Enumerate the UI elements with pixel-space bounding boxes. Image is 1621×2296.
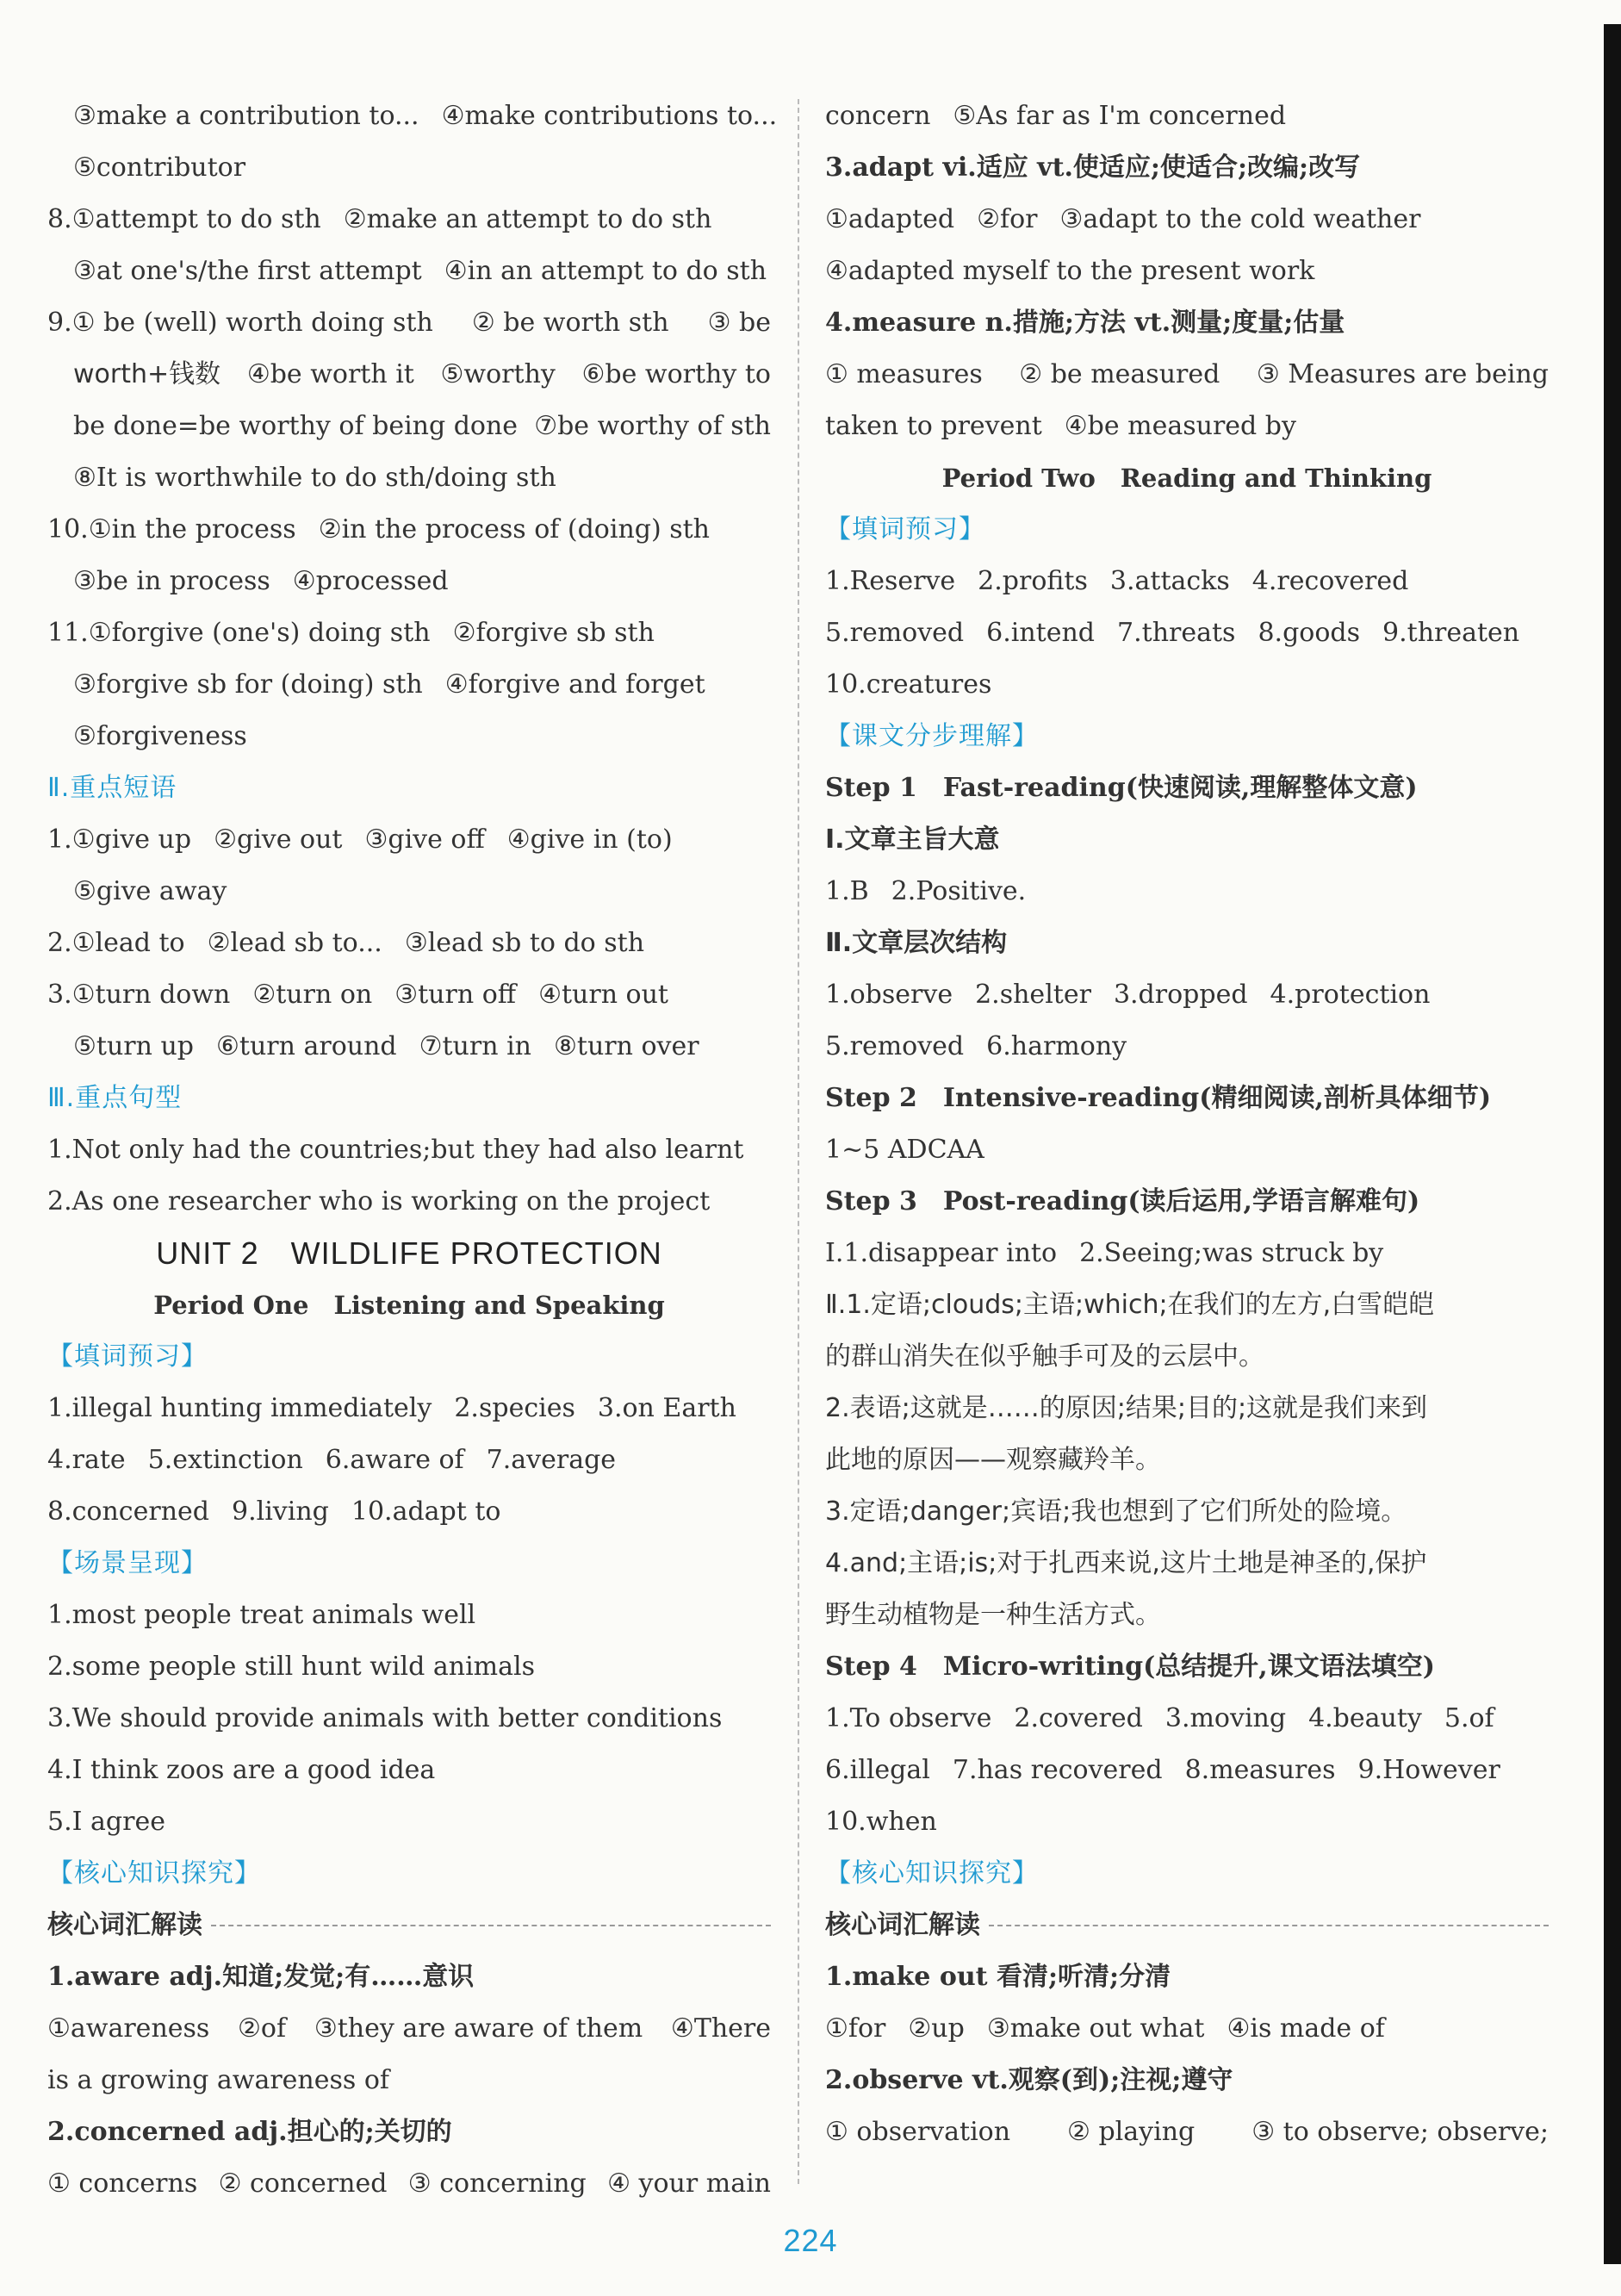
subsection-heading: 核心词汇解读 [825, 1900, 1549, 1951]
answer-line: ③make a contribution to... ④make contributions to... [73, 101, 778, 131]
answer-line: concern ⑤As far as I'm concerned [825, 101, 1287, 131]
step-heading: Step 4 Micro-writing(总结提升,课文语法填空) [825, 1652, 1435, 1682]
answer-line: ④adapted myself to the present work [825, 256, 1315, 286]
answer-line: 1.To observe 2.covered 3.moving 4.beauty 5.of [825, 1703, 1494, 1733]
right-column [825, 90, 1549, 2201]
answer-line: 4.I think zoos are a good idea [47, 1755, 436, 1785]
answer-line: ①adapted ②for ③adapt to the cold weather [825, 204, 1421, 234]
section-heading: Ⅲ.重点句型 [47, 1083, 183, 1113]
answer-line: 3.定语;danger;宾语;我也想到了它们所处的险境。 [825, 1496, 1407, 1527]
answer-line: ③forgive sb for (doing) sth ④forgive and forget [73, 669, 705, 700]
answer-line: 10.when [825, 1807, 937, 1837]
subsection-heading: 核心词汇解读 [47, 1900, 771, 1951]
answer-line: 4.and;主语;is;对于扎西来说,这片土地是神圣的,保护 [825, 1548, 1427, 1578]
answer-line: 1.most people treat animals well [47, 1600, 476, 1630]
column-divider [798, 99, 799, 2184]
answer-line: 1.B 2.Positive. [825, 876, 1027, 906]
answer-line: worth+钱数 ④be worth it ⑤worthy ⑥be worthy to [73, 359, 771, 389]
subsection-heading: Ⅱ.文章层次结构 [825, 928, 1008, 958]
answer-line: ① observation ② playing ③ to observe; observe; [825, 2117, 1549, 2147]
scan-edge-bar [1604, 24, 1621, 2264]
section-heading: 【核心知识探究】 [825, 1858, 1039, 1888]
section-heading: 【课文分步理解】 [825, 721, 1039, 751]
answer-line: Ⅱ.1.定语;clouds;主语;which;在我们的左方,白雪皑皑 [825, 1290, 1435, 1320]
answer-line: 3.We should provide animals with better conditions [47, 1703, 723, 1733]
answer-line: 2.some people still hunt wild animals [47, 1652, 535, 1682]
section-heading: Ⅱ.重点短语 [47, 773, 177, 803]
answer-line: 5.I agree [47, 1807, 165, 1837]
answer-line: ③at one's/the first attempt ④in an attempt to do sth [73, 256, 767, 286]
subsection-heading: Ⅰ.文章主旨大意 [825, 824, 1000, 855]
answer-line: 3.①turn down ②turn on ③turn off ④turn out [47, 980, 668, 1010]
dashed-rule [211, 1925, 771, 1926]
answer-line: ⑤contributor [73, 152, 246, 183]
step-heading: Step 2 Intensive-reading(精细阅读,剖析具体细节) [825, 1083, 1492, 1113]
period-title: Period One Listening and Speaking [153, 1291, 665, 1320]
answer-line: ⑧It is worthwhile to do sth/doing sth [73, 463, 556, 493]
answer-line: ③be in process ④processed [73, 566, 449, 596]
answer-line: 5.removed 6.harmony [825, 1031, 1127, 1061]
period-title: Period Two Reading and Thinking [941, 464, 1432, 493]
answer-line: ⑤turn up ⑥turn around ⑦turn in ⑧turn over [73, 1031, 699, 1061]
answer-line: 1.Not only had the countries;but they had also learnt [47, 1135, 744, 1165]
vocab-heading: 2.concerned adj.担心的;关切的 [47, 2117, 452, 2147]
answer-line: 1~5 ADCAA [825, 1135, 984, 1165]
answer-line: ⑤forgiveness [73, 721, 247, 751]
answer-line: 9.① be (well) worth doing sth ② be worth sth ③ be [47, 308, 771, 338]
answer-line: 2.表语;这就是……的原因;结果;目的;这就是我们来到 [825, 1393, 1428, 1423]
vocab-heading: 4.measure n.措施;方法 vt.测量;度量;估量 [825, 308, 1345, 338]
answer-line: 2.①lead to ②lead sb to... ③lead sb to do sth [47, 928, 645, 958]
page-number: 224 [783, 2223, 838, 2258]
answer-line: 的群山消失在似乎触手可及的云层中。 [825, 1341, 1264, 1372]
answer-line: 4.rate 5.extinction 6.aware of 7.average [47, 1445, 617, 1475]
answer-line: Ⅰ.1.disappear into 2.Seeing;was struck by [825, 1238, 1384, 1268]
answer-line: 1.Reserve 2.profits 3.attacks 4.recovered [825, 566, 1409, 596]
answer-line: 野生动植物是一种生活方式。 [825, 1600, 1161, 1630]
vocab-heading: 2.observe vt.观察(到);注视;遵守 [825, 2065, 1233, 2095]
answer-line: 8.concerned 9.living 10.adapt to [47, 1496, 501, 1527]
answer-line: 此地的原因——观察藏羚羊。 [825, 1445, 1161, 1475]
answer-line: 10.creatures [825, 669, 992, 700]
unit-title: UNIT 2 WILDLIFE PROTECTION [156, 1235, 662, 1271]
left-column [47, 90, 778, 2201]
answer-line: ① concerns ② concerned ③ concerning ④ your main [47, 2168, 771, 2199]
section-heading: 【填词预习】 [47, 1341, 208, 1372]
answer-line: is a growing awareness of [47, 2065, 390, 2095]
answer-line: ①awareness ②of ③they are aware of them ④There [47, 2013, 771, 2044]
answer-line: be done=be worthy of being done ⑦be worthy of sth [73, 411, 771, 441]
dashed-rule [989, 1925, 1549, 1926]
answer-line: 2.As one researcher who is working on the project [47, 1186, 711, 1216]
answer-line: 10.①in the process ②in the process of (doing) sth [47, 514, 710, 544]
vocab-heading: 3.adapt vi.适应 vt.使适应;使适合;改编;改写 [825, 152, 1361, 183]
step-heading: Step 1 Fast-reading(快速阅读,理解整体文意) [825, 773, 1418, 803]
answer-line: ①for ②up ③make out what ④is made of [825, 2013, 1385, 2044]
answer-line: ① measures ② be measured ③ Measures are being [825, 359, 1549, 389]
section-heading: 【场景呈现】 [47, 1548, 208, 1578]
answer-line: 5.removed 6.intend 7.threats 8.goods 9.threaten [825, 618, 1520, 648]
answer-line: taken to prevent ④be measured by [825, 411, 1296, 441]
vocab-heading: 1.aware adj.知道;发觉;有……意识 [47, 1962, 475, 1992]
answer-line: 1.observe 2.shelter 3.dropped 4.protection [825, 980, 1431, 1010]
section-heading: 【核心知识探究】 [47, 1858, 261, 1888]
step-heading: Step 3 Post-reading(读后运用,学语言解难句) [825, 1186, 1420, 1216]
answer-line: 1.illegal hunting immediately 2.species 3.on Earth [47, 1393, 736, 1423]
answer-line: 11.①forgive (one's) doing sth ②forgive sb sth [47, 618, 655, 648]
answer-line: 1.①give up ②give out ③give off ④give in (to) [47, 824, 673, 855]
answer-line: 8.①attempt to do sth ②make an attempt to do sth [47, 204, 712, 234]
answer-line: ⑤give away [73, 876, 227, 906]
answer-line: 6.illegal 7.has recovered 8.measures 9.However [825, 1755, 1500, 1785]
section-heading: 【填词预习】 [825, 514, 985, 544]
vocab-heading: 1.make out 看清;听清;分清 [825, 1962, 1171, 1992]
